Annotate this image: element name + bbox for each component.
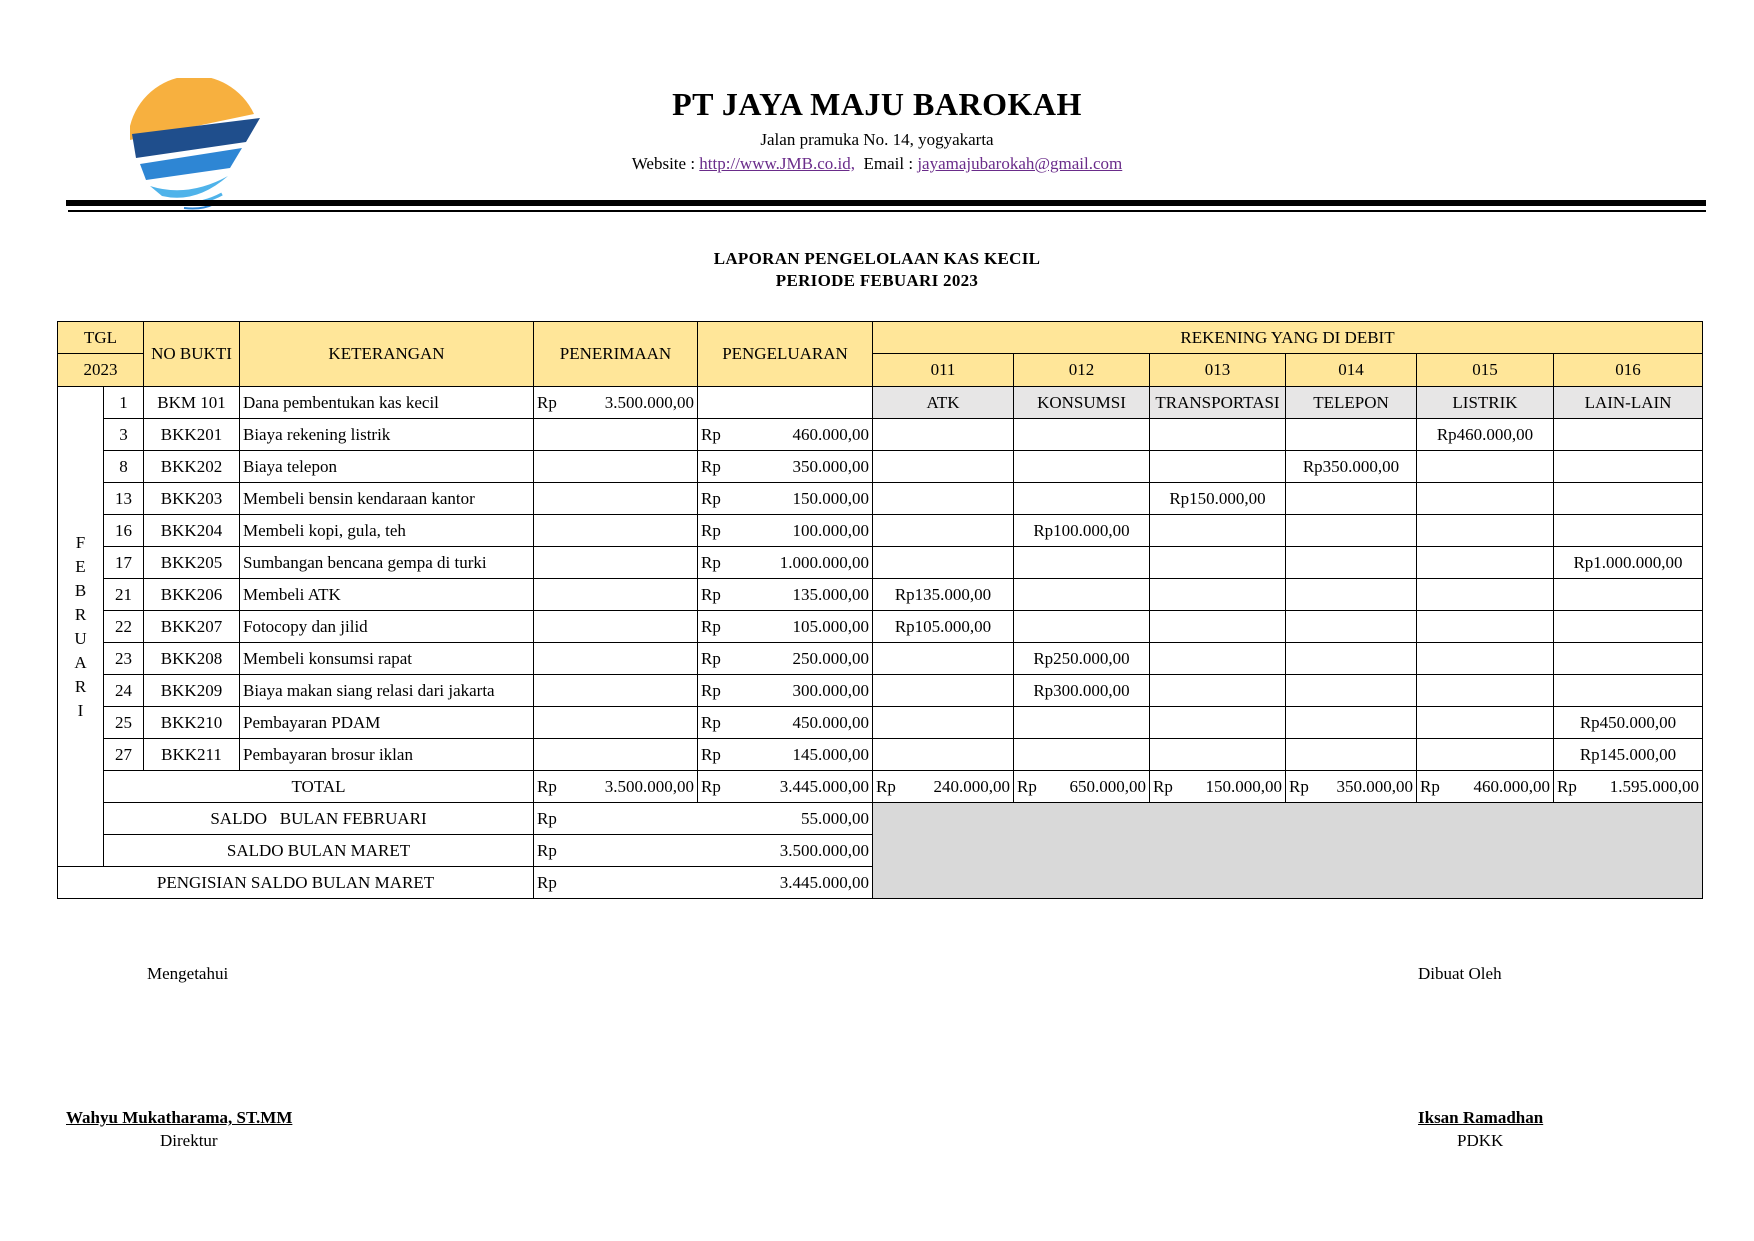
cell-penerimaan [534, 611, 698, 643]
cell-no-bukti: BKK207 [144, 611, 240, 643]
currency-label: Rp [1420, 776, 1440, 796]
cell-tgl: 22 [104, 611, 144, 643]
cell-no-bukti: BKK211 [144, 739, 240, 771]
cell-account [1286, 419, 1417, 451]
header-rule-thin [68, 210, 1706, 212]
cell-account [1286, 675, 1417, 707]
table-row [58, 547, 1703, 579]
cell-keterangan: Membeli ATK [240, 579, 534, 611]
amount: 135.000,00 [792, 584, 869, 604]
cell-account [1150, 579, 1286, 611]
pengisian-amount [537, 868, 869, 898]
table-row [58, 675, 1703, 707]
cell-account [1150, 707, 1286, 739]
left-caption: Mengetahui [147, 964, 229, 983]
month-letter: E [75, 556, 86, 576]
currency-label: Rp [701, 424, 721, 444]
cell-account [1150, 643, 1286, 675]
cell-account [873, 419, 1014, 451]
summary-shaded-area [873, 803, 1703, 899]
account-code: 016 [1554, 354, 1703, 387]
account-name: KONSUMSI [1014, 387, 1150, 419]
amount: 55.000,00 [801, 808, 869, 828]
table-row [58, 451, 1703, 483]
cell-penerimaan [534, 515, 698, 547]
total-label: TOTAL [104, 771, 534, 803]
cell-account [1286, 707, 1417, 739]
cell-no-bukti: BKM 101 [144, 387, 240, 419]
cell-account [1014, 451, 1150, 483]
cell-penerimaan [534, 643, 698, 675]
pengeluaran-amount [701, 740, 869, 770]
total-account-amount [1420, 772, 1550, 802]
amount: 1.595.000,00 [1609, 776, 1699, 796]
amount: 3.500.000,00 [604, 776, 694, 796]
right-signer-name: Iksan Ramadhan [1418, 1108, 1544, 1127]
table-row [58, 515, 1703, 547]
cell-no-bukti: BKK201 [144, 419, 240, 451]
amount: 145.000,00 [792, 744, 869, 764]
total-account [1014, 771, 1150, 803]
cell-account: Rp460.000,00 [1417, 419, 1554, 451]
amount: 3.445.000,00 [779, 776, 869, 796]
cell-tgl: 25 [104, 707, 144, 739]
cell-keterangan: Biaya rekening listrik [240, 419, 534, 451]
currency-label: Rp [537, 392, 557, 412]
account-code: 011 [873, 354, 1014, 387]
cell-tgl: 24 [104, 675, 144, 707]
header-keterangan: KETERANGAN [240, 322, 534, 387]
cell-no-bukti: BKK204 [144, 515, 240, 547]
cell-pengeluaran [698, 611, 873, 643]
cell-no-bukti: BKK208 [144, 643, 240, 675]
cell-keterangan: Sumbangan bencana gempa di turki [240, 547, 534, 579]
month-letter: I [77, 700, 84, 720]
cell-account: Rp1.000.000,00 [1554, 547, 1703, 579]
total-pengeluaran [698, 771, 873, 803]
pengeluaran-amount [701, 516, 869, 546]
cell-account: Rp145.000,00 [1554, 739, 1703, 771]
pengeluaran-amount [701, 548, 869, 578]
currency-label: Rp [537, 808, 557, 828]
cell-pengeluaran [698, 707, 873, 739]
total-row [58, 771, 1703, 803]
cell-keterangan: Membeli kopi, gula, teh [240, 515, 534, 547]
cell-no-bukti: BKK202 [144, 451, 240, 483]
header-rekening: REKENING YANG DI DEBIT [873, 322, 1703, 354]
right-caption: Dibuat Oleh [1418, 964, 1502, 983]
cell-keterangan: Pembayaran brosur iklan [240, 739, 534, 771]
currency-label: Rp [701, 712, 721, 732]
cell-account: Rp105.000,00 [873, 611, 1014, 643]
left-signer-name: Wahyu Mukatharama, ST.MM [66, 1108, 293, 1127]
pengeluaran-amount [701, 452, 869, 482]
website-link[interactable]: http://www.JMB.co.id, [699, 154, 855, 173]
cell-keterangan: Fotocopy dan jilid [240, 611, 534, 643]
cell-account [1417, 547, 1554, 579]
total-pengeluaran-amount [701, 772, 869, 802]
cell-account [1286, 739, 1417, 771]
cell-account [1286, 643, 1417, 675]
table-row [58, 739, 1703, 771]
amount: 450.000,00 [792, 712, 869, 732]
total-account [1286, 771, 1417, 803]
cell-pengeluaran [698, 675, 873, 707]
saldo-mar-value [534, 835, 873, 867]
company-address: Jalan pramuka No. 14, yogyakarta [760, 130, 994, 149]
cell-account [1554, 611, 1703, 643]
cell-account: Rp135.000,00 [873, 579, 1014, 611]
cell-account [1417, 675, 1554, 707]
account-code: 014 [1286, 354, 1417, 387]
cell-account [1150, 675, 1286, 707]
cell-account [1150, 611, 1286, 643]
amount: 150.000,00 [1205, 776, 1282, 796]
currency-label: Rp [537, 776, 557, 796]
account-name: TELEPON [1286, 387, 1417, 419]
amount: 350.000,00 [1336, 776, 1413, 796]
cell-no-bukti: BKK205 [144, 547, 240, 579]
table-row [58, 643, 1703, 675]
cell-pengeluaran [698, 387, 873, 419]
month-letter: U [74, 628, 87, 648]
company-contact [0, 154, 1754, 174]
cell-keterangan: Membeli bensin kendaraan kantor [240, 483, 534, 515]
header-tgl: TGL [58, 322, 144, 354]
currency-label: Rp [876, 776, 896, 796]
table-row [58, 579, 1703, 611]
email-label: Email : [863, 154, 914, 173]
cell-account: Rp350.000,00 [1286, 451, 1417, 483]
header-no-bukti: NO BUKTI [144, 322, 240, 387]
amount: 100.000,00 [792, 520, 869, 540]
cell-account [1014, 611, 1150, 643]
month-letter: A [74, 652, 87, 672]
cell-account [1014, 739, 1150, 771]
cell-penerimaan [534, 707, 698, 739]
cell-account [1417, 707, 1554, 739]
cell-keterangan: Membeli konsumsi rapat [240, 643, 534, 675]
currency-label: Rp [701, 552, 721, 572]
cell-no-bukti: BKK203 [144, 483, 240, 515]
header-pengeluaran: PENGELUARAN [698, 322, 873, 387]
cell-penerimaan [534, 579, 698, 611]
cell-account [1014, 707, 1150, 739]
left-signer-title: Direktur [160, 1131, 218, 1150]
cell-no-bukti: BKK206 [144, 579, 240, 611]
cell-account [1150, 451, 1286, 483]
amount: 240.000,00 [933, 776, 1010, 796]
currency-label: Rp [701, 456, 721, 476]
cell-account [1417, 579, 1554, 611]
pengisian-label: PENGISIAN SALDO BULAN MARET [58, 867, 534, 899]
cell-account [1150, 547, 1286, 579]
cell-pengeluaran [698, 451, 873, 483]
cell-account [1286, 515, 1417, 547]
amount: 3.500.000,00 [604, 392, 694, 412]
currency-label: Rp [1017, 776, 1037, 796]
account-name: ATK [873, 387, 1014, 419]
cell-account: Rp450.000,00 [1554, 707, 1703, 739]
email-link[interactable]: jayamajubarokah@gmail.com [917, 154, 1123, 173]
cell-tgl: 13 [104, 483, 144, 515]
cell-account [1554, 675, 1703, 707]
cell-account [1417, 515, 1554, 547]
amount: 3.445.000,00 [779, 872, 869, 892]
cell-pengeluaran [698, 483, 873, 515]
account-code: 015 [1417, 354, 1554, 387]
cell-penerimaan [534, 451, 698, 483]
cell-account [1417, 739, 1554, 771]
cell-tgl: 1 [104, 387, 144, 419]
cell-account [1554, 579, 1703, 611]
month-letter: R [74, 676, 87, 696]
saldo-feb-value [534, 803, 873, 835]
right-signer-title: PDKK [1457, 1131, 1504, 1150]
total-account [1554, 771, 1703, 803]
cell-account: Rp150.000,00 [1150, 483, 1286, 515]
pengeluaran-amount [701, 708, 869, 738]
account-code: 012 [1014, 354, 1150, 387]
currency-label: Rp [701, 616, 721, 636]
total-account-amount [1017, 772, 1146, 802]
account-name: LAIN-LAIN [1554, 387, 1703, 419]
currency-label: Rp [537, 840, 557, 860]
month-letter: F [75, 532, 86, 552]
currency-label: Rp [701, 488, 721, 508]
amount: 300.000,00 [792, 680, 869, 700]
cell-account [1014, 579, 1150, 611]
currency-label: Rp [701, 520, 721, 540]
cell-account [873, 547, 1014, 579]
cell-account [1286, 579, 1417, 611]
table-row [58, 387, 1703, 419]
report-period: PERIODE FEBUARI 2023 [775, 271, 979, 290]
header-rule-thick [66, 200, 1706, 206]
total-account [873, 771, 1014, 803]
cell-no-bukti: BKK209 [144, 675, 240, 707]
cell-account [1554, 643, 1703, 675]
cell-tgl: 27 [104, 739, 144, 771]
cell-account [1417, 451, 1554, 483]
table-row [58, 419, 1703, 451]
month-letter: B [74, 580, 87, 600]
account-code: 013 [1150, 354, 1286, 387]
table-row [58, 611, 1703, 643]
cell-account [873, 707, 1014, 739]
amount: 1.000.000,00 [779, 552, 869, 572]
cell-account [1150, 515, 1286, 547]
cell-penerimaan [534, 387, 698, 419]
currency-label: Rp [701, 648, 721, 668]
currency-label: Rp [701, 584, 721, 604]
cell-pengeluaran [698, 419, 873, 451]
month-letter: R [74, 604, 87, 624]
company-name: PT JAYA MAJU BAROKAH [672, 86, 1082, 122]
cell-account [1554, 483, 1703, 515]
cell-tgl: 23 [104, 643, 144, 675]
cell-account [1417, 483, 1554, 515]
report-title: LAPORAN PENGELOLAAN KAS KECIL [713, 249, 1041, 268]
petty-cash-table [57, 321, 1703, 899]
cell-penerimaan [534, 483, 698, 515]
currency-label: Rp [1557, 776, 1577, 796]
currency-label: Rp [701, 776, 721, 796]
cell-tgl: 17 [104, 547, 144, 579]
saldo-mar-amount [537, 836, 869, 866]
cell-penerimaan [534, 419, 698, 451]
cell-keterangan: Biaya telepon [240, 451, 534, 483]
cell-account [1554, 515, 1703, 547]
cell-account [1014, 547, 1150, 579]
table-row [58, 483, 1703, 515]
cell-account [1286, 547, 1417, 579]
currency-label: Rp [1289, 776, 1309, 796]
amount: 250.000,00 [792, 648, 869, 668]
penerimaan-amount [537, 388, 694, 418]
currency-label: Rp [701, 680, 721, 700]
total-account [1150, 771, 1286, 803]
cell-pengeluaran [698, 739, 873, 771]
saldo-feb-row [58, 803, 1703, 835]
currency-label: Rp [537, 872, 557, 892]
pengisian-value [534, 867, 873, 899]
cell-account: Rp250.000,00 [1014, 643, 1150, 675]
total-account-amount [1153, 772, 1282, 802]
cell-penerimaan [534, 675, 698, 707]
amount: 150.000,00 [792, 488, 869, 508]
cell-account [1150, 739, 1286, 771]
amount: 350.000,00 [792, 456, 869, 476]
cell-account [1554, 451, 1703, 483]
amount: 460.000,00 [1473, 776, 1550, 796]
account-name: LISTRIK [1417, 387, 1554, 419]
total-account-amount [1557, 772, 1699, 802]
cell-account [1014, 419, 1150, 451]
cell-account [1014, 483, 1150, 515]
total-account [1417, 771, 1554, 803]
cell-keterangan: Dana pembentukan kas kecil [240, 387, 534, 419]
currency-label: Rp [1153, 776, 1173, 796]
currency-label: Rp [701, 744, 721, 764]
cell-pengeluaran [698, 515, 873, 547]
cell-tgl: 21 [104, 579, 144, 611]
table-row [58, 707, 1703, 739]
total-account-amount [876, 772, 1010, 802]
cell-tgl: 8 [104, 451, 144, 483]
cell-account [1417, 643, 1554, 675]
cell-account [873, 515, 1014, 547]
cell-keterangan: Biaya makan siang relasi dari jakarta [240, 675, 534, 707]
total-penerimaan [534, 771, 698, 803]
amount: 105.000,00 [792, 616, 869, 636]
pengeluaran-amount [701, 676, 869, 706]
header-year: 2023 [58, 354, 144, 387]
pengeluaran-amount [701, 484, 869, 514]
total-account-amount [1289, 772, 1413, 802]
cell-account [873, 675, 1014, 707]
cell-pengeluaran [698, 547, 873, 579]
cell-no-bukti: BKK210 [144, 707, 240, 739]
cell-account: Rp300.000,00 [1014, 675, 1150, 707]
total-penerimaan-amount [537, 772, 694, 802]
pengeluaran-amount [701, 644, 869, 674]
cell-account [1286, 611, 1417, 643]
website-label: Website : [631, 154, 696, 173]
cell-account: Rp100.000,00 [1014, 515, 1150, 547]
account-name: TRANSPORTASI [1150, 387, 1286, 419]
cell-account [873, 643, 1014, 675]
cell-penerimaan [534, 739, 698, 771]
cell-penerimaan [534, 547, 698, 579]
amount: 3.500.000,00 [779, 840, 869, 860]
saldo-feb-amount [537, 804, 869, 834]
cell-account [1150, 419, 1286, 451]
cell-account [1286, 483, 1417, 515]
header-penerimaan: PENERIMAAN [534, 322, 698, 387]
cell-tgl: 3 [104, 419, 144, 451]
cell-keterangan: Pembayaran PDAM [240, 707, 534, 739]
amount: 650.000,00 [1069, 776, 1146, 796]
month-label [58, 387, 104, 867]
pengeluaran-amount [701, 420, 869, 450]
cell-account [873, 483, 1014, 515]
pengeluaran-amount [701, 580, 869, 610]
saldo-mar-label: SALDO BULAN MARET [104, 835, 534, 867]
amount: 460.000,00 [792, 424, 869, 444]
cell-account [873, 451, 1014, 483]
cell-pengeluaran [698, 643, 873, 675]
saldo-feb-label: SALDO BULAN FEBRUARI [104, 803, 534, 835]
cell-pengeluaran [698, 579, 873, 611]
cell-account [1554, 419, 1703, 451]
cell-account [873, 739, 1014, 771]
pengeluaran-amount [701, 612, 869, 642]
cell-tgl: 16 [104, 515, 144, 547]
cell-account [1417, 611, 1554, 643]
